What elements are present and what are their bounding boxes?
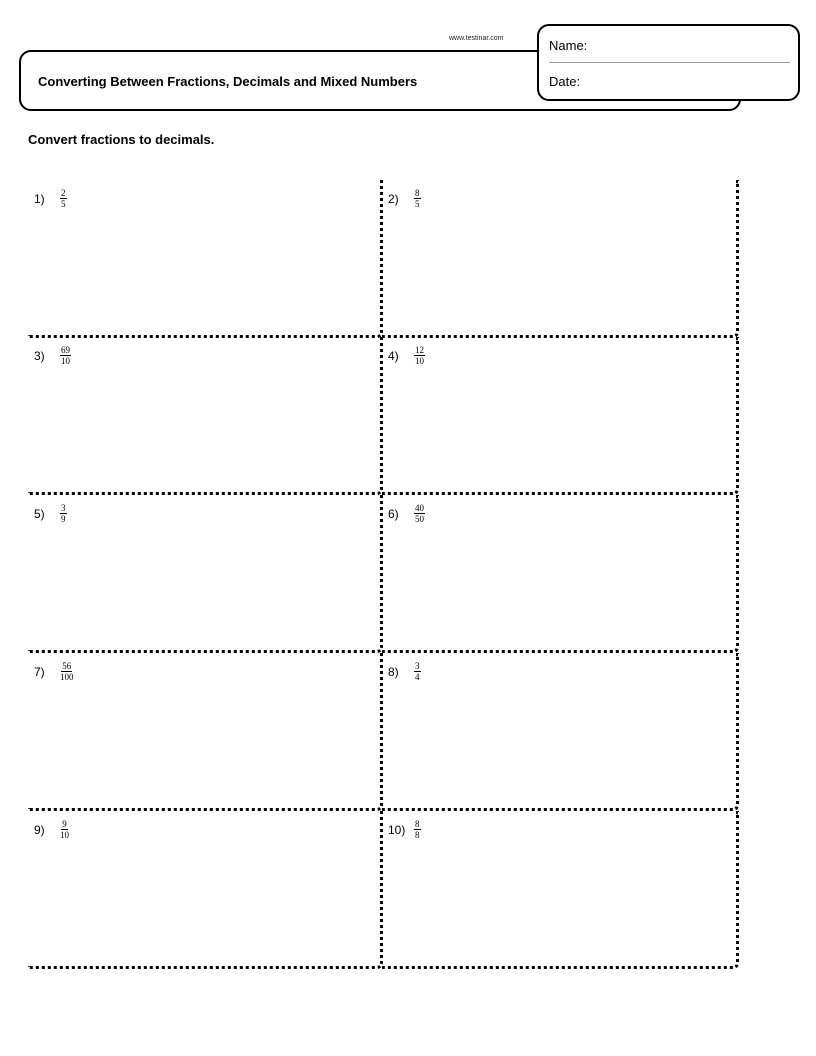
denominator: 5 bbox=[61, 199, 66, 209]
denominator: 10 bbox=[60, 830, 69, 840]
fraction bbox=[60, 819, 69, 840]
problem-cell[interactable] bbox=[382, 180, 739, 338]
denominator: 9 bbox=[61, 514, 66, 524]
numerator: 40 bbox=[415, 503, 424, 513]
problem-number: 6) bbox=[388, 507, 399, 521]
date-label: Date: bbox=[549, 74, 581, 89]
problem-cell[interactable] bbox=[382, 811, 739, 969]
problem-cell[interactable] bbox=[28, 337, 383, 495]
numerator: 9 bbox=[62, 819, 67, 829]
numerator: 3 bbox=[61, 503, 66, 513]
problem-number: 3) bbox=[34, 349, 45, 363]
instructions: Convert fractions to decimals. bbox=[28, 132, 215, 147]
fraction bbox=[60, 503, 67, 524]
problem-cell[interactable] bbox=[28, 811, 383, 969]
site-url: www.testinar.com bbox=[449, 35, 504, 42]
fraction bbox=[414, 345, 425, 366]
problem-number: 8) bbox=[388, 665, 399, 679]
problem-number: 4) bbox=[388, 349, 399, 363]
problem-cell[interactable] bbox=[28, 653, 383, 811]
worksheet-title: Converting Between Fractions, Decimals and Mixed Numbers bbox=[38, 74, 418, 89]
fraction bbox=[414, 819, 421, 840]
fraction bbox=[414, 188, 421, 209]
numerator: 2 bbox=[61, 188, 66, 198]
denominator: 8 bbox=[415, 830, 420, 840]
problem-cell[interactable] bbox=[382, 653, 739, 811]
fraction bbox=[60, 188, 67, 209]
problem-cell[interactable] bbox=[382, 337, 739, 495]
fraction bbox=[414, 661, 421, 682]
numerator: 8 bbox=[415, 819, 420, 829]
denominator: 100 bbox=[60, 672, 74, 682]
fraction bbox=[60, 345, 71, 366]
problem-cell[interactable] bbox=[28, 495, 383, 653]
fraction bbox=[414, 503, 425, 524]
numerator: 3 bbox=[415, 661, 420, 671]
problem-number: 1) bbox=[34, 192, 45, 206]
denominator: 5 bbox=[415, 199, 420, 209]
denominator: 50 bbox=[415, 514, 424, 524]
problem-number: 2) bbox=[388, 192, 399, 206]
problem-cell[interactable] bbox=[382, 495, 739, 653]
fraction bbox=[60, 661, 74, 682]
problem-number: 7) bbox=[34, 665, 45, 679]
numerator: 8 bbox=[415, 188, 420, 198]
problem-number: 10) bbox=[388, 823, 406, 837]
denominator: 10 bbox=[415, 356, 424, 366]
numerator: 69 bbox=[61, 345, 70, 355]
denominator: 4 bbox=[415, 672, 420, 682]
problem-cell[interactable] bbox=[28, 180, 383, 338]
name-line[interactable] bbox=[549, 62, 790, 63]
problem-number: 5) bbox=[34, 507, 45, 521]
numerator: 56 bbox=[62, 661, 72, 671]
numerator: 12 bbox=[415, 345, 424, 355]
problem-number: 9) bbox=[34, 823, 45, 837]
name-label: Name: bbox=[549, 38, 588, 53]
denominator: 10 bbox=[61, 356, 70, 366]
name-date-box bbox=[537, 24, 800, 101]
